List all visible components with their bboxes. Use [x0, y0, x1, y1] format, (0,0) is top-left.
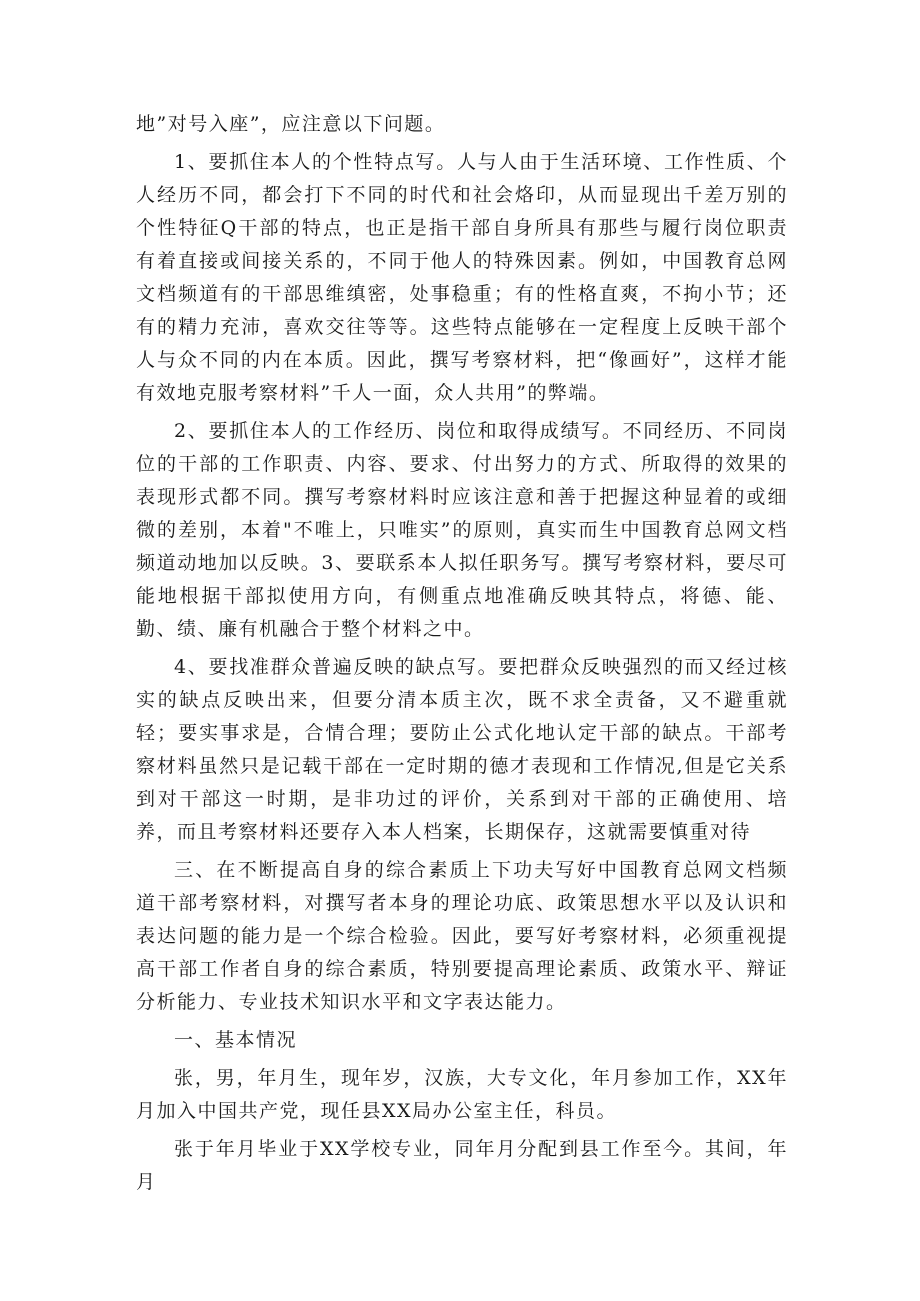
paragraph-point-4: 4、要找准群众普遍反映的缺点写。要把群众反映强烈的而又经过核实的缺点反映出来，但要分清本质主次，既不求全责备，又不避重就轻；要实事求是，合情合理；要防止公式化地认定干部的缺点。干部考察材料虽然只是记载干部在一定时期的德才表现和工作情况,但是它关系到对干部这一时期，是非功过的评价，关系到对干部的正确使用、培养，而且考察材料还要存入本人档案，长期保存，这就需要慎重对待 [136, 656, 788, 843]
paragraph-basic-info: 张，男，年月生，现年岁，汉族，大专文化，年月参加工作，XX年月加入中国共产党，现任县XX局办公室主任，科员。 [136, 1067, 788, 1122]
document-body [136, 108, 788, 1204]
paragraph-continuation: 地”对号入座”，应注意以下问题。 [136, 113, 446, 135]
paragraph-section-3: 三、在不断提高自身的综合素质上下功夫写好中国教育总网文档频道干部考察材料，对撰写者本身的理论功底、政策思想水平以及认识和表达问题的能力是一个综合检验。因此，要写好考察材料，必须重视提高干部工作者自身的综合素质，特别要提高理论素质、政策水平、辩证分析能力、专业技术知识水平和文字表达能力。 [136, 859, 788, 1013]
paragraph-point-2-3: 2、要抓住本人的工作经历、岗位和取得成绩写。不同经历、不同岗位的干部的工作职责、内容、要求、付出努力的方式、所取得的效果的表现形式都不同。撰写考察材料时应该注意和善于把握这种显着的或细微的差别，本着"不唯上，只唯实”的原则，真实而生中国教育总网文档频道动地加以反映。3、要联系本人拟任职务写。撰写考察材料，要尽可能地根据干部拟使用方向，有侧重点地准确反映其特点，将德、能、勤、绩、廉有机融合于整个材料之中。 [136, 420, 788, 640]
paragraph-education: 张于年月毕业于XX学校专业，同年月分配到县工作至今。其间，年月 [136, 1138, 788, 1193]
heading-basic-info: 一、基本情况 [174, 1029, 298, 1051]
paragraph-point-1: 1、要抓住本人的个性特点写。人与人由于生活环境、工作性质、个人经历不同，都会打下不同的时代和社会烙印，从而显现出千差万别的个性特征Q干部的特点，也正是指干部自身所具有那些与履行岗位职责有着直接或间接关系的，不同于他人的特殊因素。例如，中国教育总网文档频道有的干部思维缜密，处事稳重；有的性格直爽，不拘小节；还有的精力充沛，喜欢交往等等。这些特点能够在一定程度上反映干部个人与众不同的内在本质。因此，撰写考察材料，把“像画好”，这样才能有效地克服考察材料”千人一面，众人共用”的弊端。 [136, 151, 788, 404]
